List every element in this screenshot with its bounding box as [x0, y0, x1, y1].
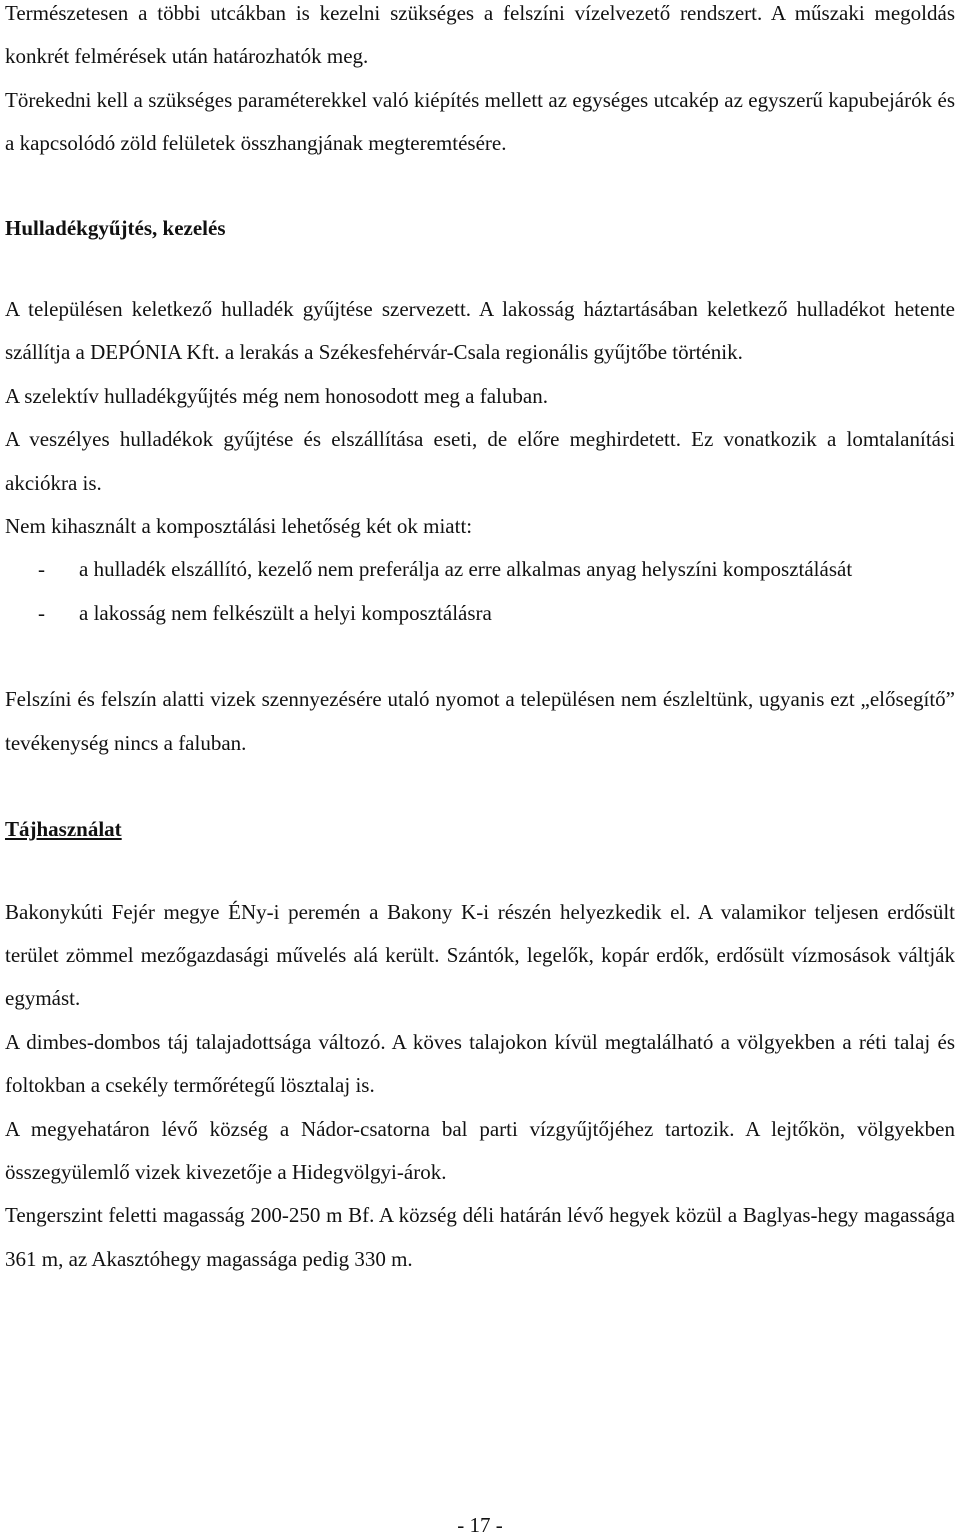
- paragraph: Tengerszint feletti magasság 200-250 m Bf. A község déli határán lévő hegyek közül a Baglyas-hegy magassága 361 m, az Akasztóhegy magassága pedig 330 m.: [5, 1203, 955, 1271]
- list-dash: -: [38, 557, 45, 582]
- list-dash: -: [38, 600, 45, 625]
- list-item-text: a lakosság nem felkészült a helyi komposztálásra: [79, 600, 492, 625]
- page-number: [0, 1510, 960, 1540]
- paragraph: Bakonykúti Fejér megye ÉNy-i peremén a Bakony K-i részén helyezkedik el. A valamikor teljesen erdősült terület zömmel mezőgazdasági művelés alá került. Szántók, legelők, kopár erdők, erdősült vízmosások váltják egymást.: [5, 899, 955, 1011]
- paragraph: A településen keletkező hulladék gyűjtése szervezett. A lakosság háztartásában keletkező hulladékot hetente szállítja a DEPÓNIA Kft. a lerakás a Székesfehérvár-Csala regionális gyűjtőbe történik.: [5, 297, 955, 365]
- list-item: [5, 592, 955, 635]
- paragraph: A veszélyes hulladékok gyűjtése és elszállítása eseti, de előre meghirdetett. Ez vonatkozik a lomtalanítási akciókra is.: [5, 427, 955, 495]
- list-item-text: a hulladék elszállító, kezelő nem preferálja az erre alkalmas anyag helyszíni komposztálását: [79, 557, 853, 582]
- paragraph: A szelektív hulladékgyűjtés még nem honosodott meg a faluban.: [5, 383, 548, 408]
- section-heading-waste: Hulladékgyűjtés, kezelés: [5, 215, 226, 240]
- document-page: [5, 0, 955, 1281]
- paragraph: A megyehatáron lévő község a Nádor-csatorna bal parti vízgyűjtőjéhez tartozik. A lejtőkön, völgyekben összegyülemlő vizek kivezetője a Hidegvölgyi-árok.: [5, 1116, 955, 1184]
- page-number-text: - 17 -: [457, 1513, 503, 1537]
- paragraph: Felszíni és felszín alatti vizek szennyezésére utaló nyomot a településen nem észleltünk, ugyanis ezt „elősegítő” tevékenység nincs a faluban.: [5, 687, 955, 755]
- paragraph: Természetesen a többi utcákban is kezelni szükséges a felszíni vízelvezető rendszert. A műszaki megoldás konkrét felmérések után határozhatók meg.: [5, 1, 955, 69]
- paragraph: Nem kihasznált a komposztálási lehetőség két ok miatt:: [5, 514, 473, 539]
- paragraph: A dimbes-dombos táj talajadottsága változó. A köves talajokon kívül megtalálható a völgyekben a réti talaj és foltokban a csekély termőrétegű lösztalaj is.: [5, 1029, 955, 1098]
- list-item: [5, 548, 955, 591]
- section-heading-land-use: Tájhasználat: [5, 817, 122, 842]
- paragraph: Törekedni kell a szükséges paraméterekkel való kiépítés mellett az egységes utcakép az egyszerű kapubejárók és a kapcsolódó zöld felületek összhangjának megteremtésére.: [5, 87, 955, 156]
